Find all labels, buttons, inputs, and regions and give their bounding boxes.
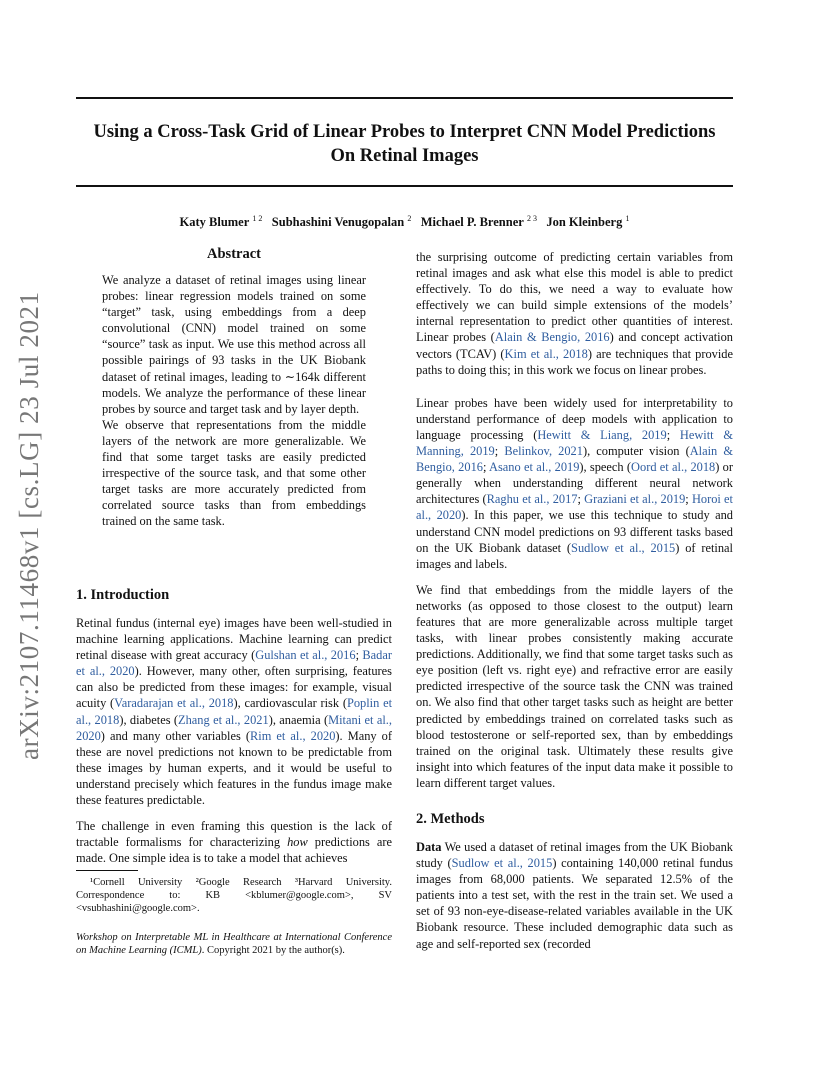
abstract-heading: Abstract <box>207 246 261 262</box>
right-column <box>416 249 733 952</box>
body-paragraph: Data We used a dataset of retinal images from the UK Biobank study (Sudlow et al., 2015) containing 140,000 retinal fundus images from 68,000 patients. We separated 12.5% of the patients into a test set, with the rest in the train set. We used a set of 93 non-eye-disease-related variables available in the UK Biobank resource. These included demographic data such as age and self-reported sex (recorded <box>416 840 734 951</box>
author-name: Jon Kleinberg <box>546 215 623 230</box>
body-paragraph: The challenge in even framing this question is the lack of tractable formalisms for characterizing how predictions are made. One simple idea is to take a model that achieves <box>76 819 392 866</box>
section-heading: 2. Methods <box>416 811 485 827</box>
citation-link[interactable]: Zhang et al., 2021 <box>178 712 269 727</box>
citation-link[interactable]: Hewitt & Manning, 2019 <box>416 427 733 459</box>
citation-link[interactable]: Alain & Bengio, 2016 <box>494 330 610 345</box>
affiliation-footnote: ¹Cornell University ²Google Research ³Harvard University. Correspondence to: KB <kblumer@google.com>, SV <vsubhashini@google.com>. <box>76 877 392 915</box>
abstract <box>102 246 366 530</box>
citation-link[interactable]: Varadarajan et al., 2018 <box>114 696 234 711</box>
author-name: Michael P. Brenner <box>420 215 524 230</box>
author-list <box>76 214 733 230</box>
paper-title <box>76 120 733 168</box>
citation-link[interactable]: Graziani et al., 2019 <box>584 492 686 507</box>
paragraph-runin-heading: Data <box>416 840 442 854</box>
citation-link[interactable]: Mitani et al., 2020 <box>76 712 392 743</box>
abstract-paragraph: We analyze a dataset of retinal images using linear probes: linear regression models trained on some “target” task, using embeddings from a deep convolutional (CNN) model trained on some “source” task as input. We use this method across all possible pairings of 93 tasks in the UK Biobank dataset of retinal images, leading to ∼164k different models. We analyze the performance of these linear probes by source and target task and by layer depth. <box>102 273 366 416</box>
abstract-paragraph: We observe that representations from the middle layers of the network are more generalizable. We find that some target tasks are easily predicted irrespective of the source task, and that some other target tasks are more accurately predicted from correlated source tasks than from embeddings trained on the same task. <box>102 417 366 529</box>
citation-link[interactable]: Alain & Bengio, 2016 <box>416 444 734 475</box>
title-bottom-rule <box>76 185 733 187</box>
citation-link[interactable]: Belinkov, 2021 <box>504 444 583 459</box>
citation-link[interactable]: Oord et al., 2018 <box>631 460 716 475</box>
author-affiliation: 2 <box>407 214 412 223</box>
title-line-2: On Retinal Images <box>330 146 479 166</box>
title-line-1: Using a Cross-Task Grid of Linear Probes to Interpret CNN Model Predictions <box>93 122 716 142</box>
top-rule <box>76 97 733 99</box>
citation-link[interactable]: Raghu et al., 2017 <box>486 492 578 507</box>
body-paragraph: Linear probes have been widely used for interpretability to understand performance of deep models with application to language processing (Hewitt & Liang, 2019; Hewitt & Manning, 2019; Belinkov, 2021), computer vision (Alain & Bengio, 2016; Asano et al., 2019), speech (Oord et al., 2018) or generally when understanding different neural network architectures (Raghu et al., 2017; Graziani et al., 2019; Horoi et al., 2020). In this paper, we use this technique to study and understand CNN model predictions on 93 different tasks based on the UK Biobank dataset (Sudlow et al., 2015) of retinal images and labels. <box>416 395 734 571</box>
author-affiliation: 1 <box>625 214 630 223</box>
body-paragraph: We find that embeddings from the middle layers of the networks (as opposed to those closest to the output) learn features that are more generalizable across multiple target tasks, with linear probes consistently making accurate predictions. Additionally, we find that some target tasks such as eye position (left vs. right eye) and refractive error are easily predicted irrespective of the source task the CNN was trained on. We also find that other target tasks such as height are better predicted by embeddings trained on correlated tasks such as blood testosterone or self-reported sex, than by embeddings trained on the original task. Ultimately these results give insight into which features of the input data make it possible to learn different target values. <box>416 582 733 790</box>
arxiv-identifier: arXiv:2107.11468v1 [cs.LG] 23 Jul 2021 <box>14 291 44 760</box>
author-affiliation: 2 3 <box>526 214 537 223</box>
footnote <box>76 876 392 957</box>
citation-link[interactable]: Kim et al., 2018 <box>504 346 588 361</box>
author-affiliation: 1 2 <box>252 214 263 223</box>
citation-link[interactable]: Gulshan et al., 2016 <box>255 648 356 663</box>
citation-link[interactable]: Sudlow et al., 2015 <box>451 856 553 871</box>
section-heading: 1. Introduction <box>76 587 170 603</box>
citation-link[interactable]: Rim et al., 2020 <box>249 728 336 743</box>
body-paragraph: Retinal fundus (internal eye) images have been well-studied in machine learning applications. Machine learning can predict retinal disease with great accuracy (Gulshan et al., 2016; Badar et al., 2020). However, many other, often surprising, features can also be predicted from these images: for example, visual acuity (Varadarajan et al., 2018), cardiovascular risk (Poplin et al., 2018), diabetes (Zhang et al., 2021), anaemia (Mitani et al., 2020) and many other variables (Rim et al., 2020). Many of these are novel predictions not known to be predictable from these images by human experts, and it would be useful to understand precisely which features in the fundus image make these features predictable. <box>76 616 393 808</box>
workshop-footnote: Workshop on Interpretable ML in Healthcare at International Conference on Machine Learning (ICML). Copyright 2021 by the author(s). <box>76 931 392 956</box>
citation-link[interactable]: Asano et al., 2019 <box>489 460 580 475</box>
citation-link[interactable]: Hewitt & Liang, 2019 <box>537 427 667 442</box>
body-paragraph: the surprising outcome of predicting certain variables from retinal images and ask what else this model is able to predict effectively. To do this, we need a way to evaluate how effectively we can build simple extensions of the models’ internal representation to predict other quantities of interest. Linear probes (Alain & Bengio, 2016) and concept activation vectors (TCAV) (Kim et al., 2018) are techniques that provide paths to doing this; in this work we focus on linear probes. <box>416 250 733 377</box>
citation-link[interactable]: Badar et al., 2020 <box>76 648 392 679</box>
citation-link[interactable]: Horoi et al., 2020 <box>416 492 733 523</box>
footnote-rule <box>76 870 138 871</box>
author-name: Katy Blumer <box>179 215 250 230</box>
author-name: Subhashini Venugopalan <box>271 215 405 230</box>
citation-link[interactable]: Poplin et al., 2018 <box>76 696 393 727</box>
introduction-section <box>76 587 392 866</box>
citation-link[interactable]: Sudlow et al., 2015 <box>571 540 676 555</box>
